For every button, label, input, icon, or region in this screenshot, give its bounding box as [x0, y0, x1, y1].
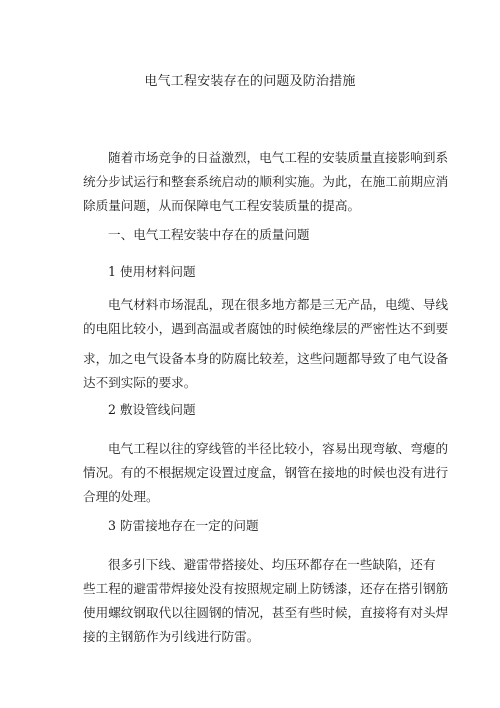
sub2-line-3: 合理的处理。	[83, 489, 159, 504]
sub1-line-2: 的电阻比较小，遇到高温或者腐蚀的时候绝缘层的严密性达不到要	[83, 321, 449, 336]
subsection-3-heading: 3 防雷接地存在一定的问题	[108, 518, 259, 533]
sub3-line-4: 接的主钢筋作为引线进行防雷。	[83, 629, 260, 644]
sub2-line-2: 情况。有的不根据规定设置过度盒，钢管在接地的时候也没有进行	[83, 465, 449, 480]
sub1-line-4: 达不到实际的要求。	[83, 375, 197, 390]
subsection-3-paragraph	[83, 553, 449, 649]
subsection-2-paragraph	[83, 437, 449, 509]
sub2-line-1: 电气工程以往的穿线管的半径比较小，容易出现弯敏、弯瘪的	[108, 441, 449, 456]
subsection-1-paragraph	[83, 293, 449, 395]
sub3-line-2: 些工程的避雷带焊接处没有按照规定刷上防锈漆，还存在搭引钢筋	[83, 581, 449, 596]
intro-paragraph	[83, 146, 449, 218]
sub1-line-3: 求，加之电气设备本身的防腐比较差，这些问题都导致了电气设备	[83, 351, 449, 366]
sub1-line-1: 电气材料市场混乱，现在很多地方都是三无产品，电缆、导线	[108, 297, 449, 312]
sub3-line-1: 很多引下线、避雷带搭接处、均压环都存在一些缺陷，还有	[108, 557, 436, 572]
intro-line-1: 随着市场竞争的日益激烈，电气工程的安装质量直接影响到系	[108, 150, 449, 165]
intro-line-2: 统分步试运行和整套系统启动的顺利实施。为此，在施工前期应消	[83, 174, 449, 189]
section-1-heading: 一、电气工程安装中存在的质量问题	[108, 227, 310, 242]
sub3-line-3: 使用螺纹钢取代以往圆钢的情况，甚至有些时候，直接将有对头焊	[83, 605, 449, 620]
subsection-2-heading: 2 敷设管线问题	[108, 402, 196, 417]
document-title: 电气工程安装存在的问题及防治措施	[144, 74, 356, 89]
subsection-1-heading: 1 使用材料问题	[108, 264, 196, 279]
intro-line-3: 除质量问题，从而保障电气工程安装质量的提高。	[83, 198, 361, 213]
